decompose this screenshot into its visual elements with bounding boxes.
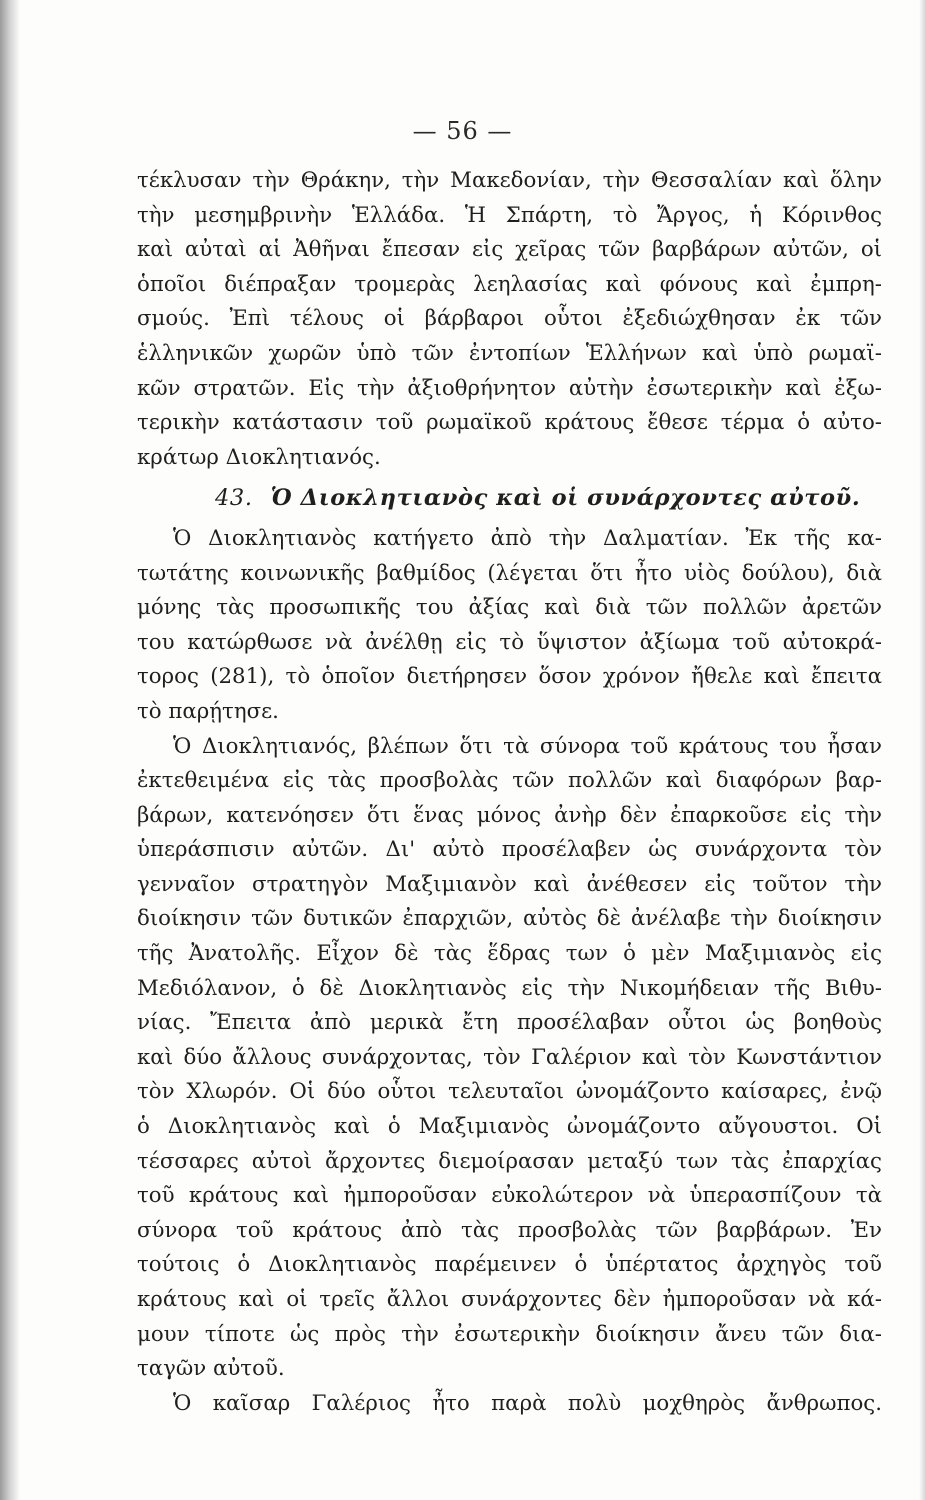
- text-line: ὁποῖοι διέπραξαν τρομερὰς λεηλασίας καὶ φόνους καὶ ἐμπρη-: [137, 271, 882, 297]
- text-line: μόνης τὰς προσωπικῆς του ἀξίας καὶ διὰ τῶν πολλῶν ἀρετῶν: [137, 595, 882, 621]
- text-line: ὁ Διοκλητιανὸς καὶ ὁ Μαξιμιανὸς ὠνομάζοντο αὔγουστοι. Οἱ: [137, 1114, 882, 1140]
- section-number: 43.: [215, 485, 253, 512]
- text-line: Ὁ Διοκλητιανὸς κατήγετο ἀπὸ τὴν Δαλματίαν. Ἐκ τῆς κα-: [173, 525, 882, 551]
- text-line: καὶ δύο ἄλλους συνάρχοντας, τὸν Γαλέριον καὶ τὸν Κωνστάντιον: [137, 1044, 882, 1070]
- paragraph-3: [137, 730, 882, 1387]
- spine-shadow: [0, 0, 20, 1500]
- text-line: τορος (281), τὸ ὁποῖον διετήρησεν ὅσον χρόνον ἤθελε καὶ ἔπειτα: [137, 664, 882, 690]
- text-line: τερικὴν κατάστασιν τοῦ ρωμαϊκοῦ κράτους ἔθεσε τέρμα ὁ αὐτο-: [137, 410, 882, 436]
- paragraph-1: [137, 164, 882, 475]
- text-line: Ὁ Διοκλητιανός, βλέπων ὅτι τὰ σύνορα τοῦ κράτους του ἦσαν: [173, 733, 882, 759]
- text-line: γενναῖον στρατηγὸν Μαξιμιανὸν καὶ ἀνέθεσεν εἰς τοῦτον τὴν: [137, 871, 882, 897]
- page-edge: [919, 0, 925, 1500]
- text-line: σύνορα τοῦ κράτους ἀπὸ τὰς προσβολὰς τῶν βαρβάρων. Ἐν: [137, 1217, 882, 1243]
- paragraph-4: [137, 1387, 882, 1422]
- text-line: μουν τίποτε ὡς πρὸς τὴν ἐσωτερικὴν διοίκησιν ἄνευ τῶν δια-: [137, 1321, 882, 1347]
- paragraph-2: [137, 522, 882, 730]
- text-line: τέκλυσαν τὴν Θράκην, τὴν Μακεδονίαν, τὴν Θεσσαλίαν καὶ ὅλην: [137, 168, 882, 193]
- text-line: τωτάτης κοινωνικῆς βαθμίδος (λέγεται ὅτι ἦτο υἱὸς δούλου), διὰ: [137, 560, 882, 586]
- section-title: Ὁ Διοκλητιανὸς καὶ οἱ συνάρχοντες αὐτοῦ.: [270, 485, 861, 512]
- text-line: διοίκησιν τῶν δυτικῶν ἐπαρχιῶν, αὐτὸς δὲ ἀνέλαβε τὴν διοίκησιν: [137, 906, 882, 932]
- text-line: του κατώρθωσε νὰ ἀνέλθῃ εἰς τὸ ὕψιστον ἀξίωμα τοῦ αὐτοκρά-: [137, 629, 882, 655]
- text-line: ταγῶν αὐτοῦ.: [137, 1356, 285, 1382]
- text-line: Μεδιόλανον, ὁ δὲ Διοκλητιανὸς εἰς τὴν Νικομήδειαν τῆς Βιθυ-: [137, 975, 882, 1001]
- text-line: Ὁ καῖσαρ Γαλέριος ἦτο παρὰ πολὺ μοχθηρὸς ἄνθρωπος.: [173, 1390, 882, 1416]
- text-line: βάρων, κατενόησεν ὅτι ἕνας μόνος ἀνὴρ δὲν ἐπαρκοῦσε εἰς τὴν: [137, 802, 882, 828]
- text-line: σμούς. Ἐπὶ τέλους οἱ βάρβαροι οὗτοι ἐξεδιώχθησαν ἐκ τῶν: [137, 306, 882, 332]
- text-line: κράτους καὶ οἱ τρεῖς ἄλλοι συνάρχοντες δὲν ἠμποροῦσαν νὰ κά-: [137, 1287, 882, 1312]
- text-line: καὶ αὐταὶ αἱ Ἀθῆναι ἔπεσαν εἰς χεῖρας τῶν βαρβάρων αὐτῶν, οἱ: [137, 237, 882, 263]
- body-text: [137, 164, 882, 1421]
- text-line: νίας. Ἔπειτα ἀπὸ μερικὰ ἔτη προσέλαβαν οὗτοι ὡς βοηθοὺς: [137, 1010, 882, 1036]
- text-line: ἑλληνικῶν χωρῶν ὑπὸ τῶν ἐντοπίων Ἑλλήνων καὶ ὑπὸ ρωμαϊ-: [137, 340, 882, 366]
- text-line: τὸν Χλωρόν. Οἱ δύο οὗτοι τελευταῖοι ὠνομάζοντο καίσαρες, ἐνῷ: [137, 1079, 882, 1105]
- text-line: τῆς Ἀνατολῆς. Εἶχον δὲ τὰς ἕδρας των ὁ μὲν Μαξιμιανὸς εἰς: [137, 941, 882, 967]
- text-line: τὴν μεσημβρινὴν Ἑλλάδα. Ἡ Σπάρτη, τὸ Ἄργος, ἡ Κόρινθος: [137, 202, 882, 228]
- text-line: τούτοις ὁ Διοκλητιανὸς παρέμεινεν ὁ ὑπέρτατος ἀρχηγὸς τοῦ: [137, 1252, 882, 1278]
- page-number: — 56 —: [412, 117, 513, 145]
- text-line: ὑπεράσπισιν αὐτῶν. Δι' αὐτὸ προσέλαβεν ὡς συνάρχοντα τὸν: [137, 837, 882, 863]
- section-heading: [137, 481, 882, 516]
- text-line: κράτωρ Διοκλητιανός.: [137, 444, 381, 470]
- text-line: τέσσαρες αὐτοὶ ἄρχοντες διεμοίρασαν μεταξύ των τὰς ἐπαρχίας: [137, 1148, 882, 1174]
- text-line: κῶν στρατῶν. Εἰς τὴν ἀξιοθρήνητον αὐτὴν ἐσωτερικὴν καὶ ἐξω-: [137, 375, 882, 401]
- text-line: τὸ παρῄτησε.: [137, 698, 279, 724]
- text-line: ἐκτεθειμένα εἰς τὰς προσβολὰς τῶν πολλῶν καὶ διαφόρων βαρ-: [137, 768, 882, 794]
- text-line: τοῦ κράτους καὶ ἠμποροῦσαν εὐκολώτερον νὰ ὑπερασπίζουν τὰ: [137, 1183, 882, 1209]
